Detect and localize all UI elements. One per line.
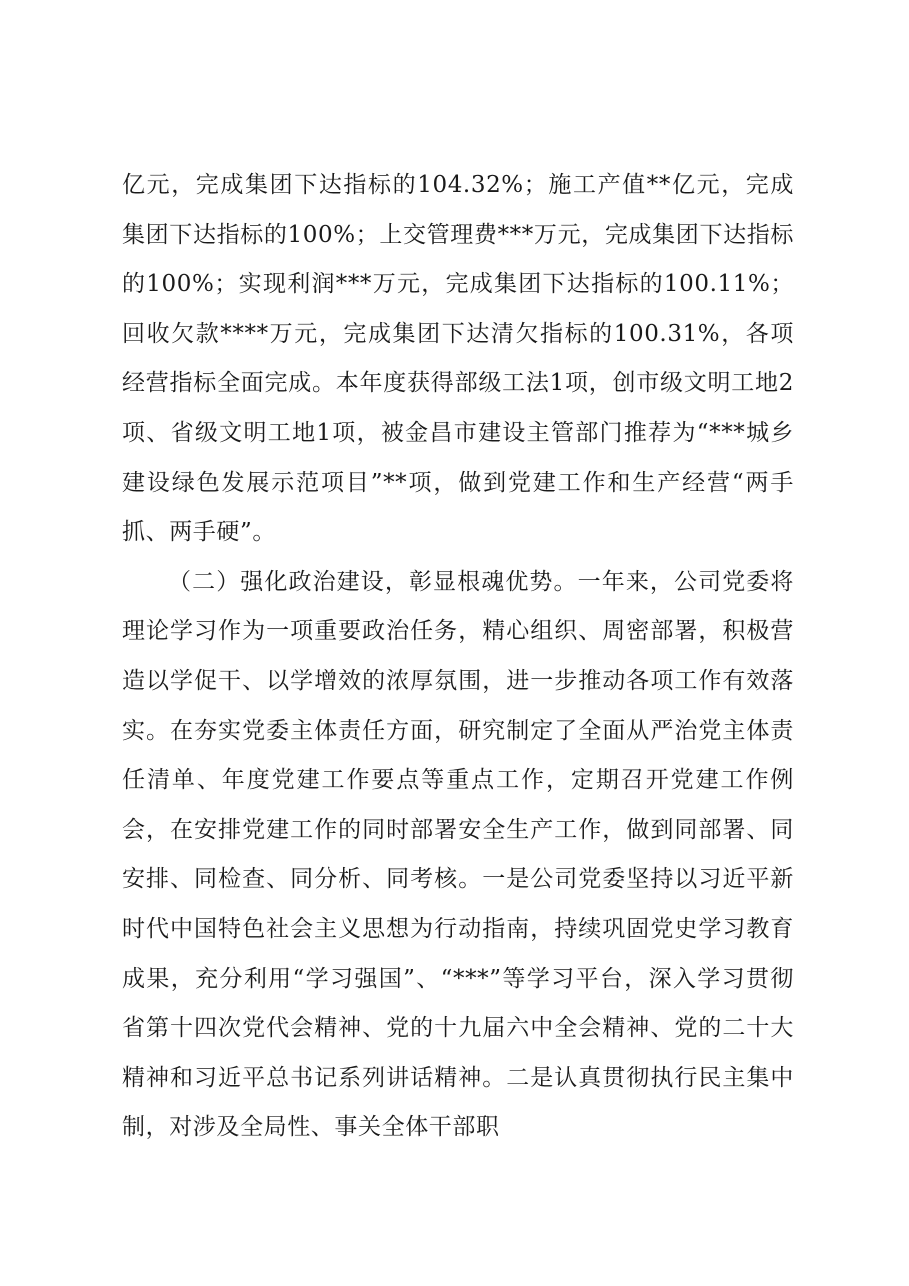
paragraph-political-construction: （二）强化政治建设，彰显根魂优势。一年来，公司党委将理论学习作为一项重要政治任务，精心组织、周密部署，积极营造以学促干、以学增效的浓厚氛围，进一步推动各项工作有效落实。在夯实党委主体责任方面，研究制定了全面从严治党主体责任清单、年度党建工作要点等重点工作，定期召开党建工作例会，在安排党建工作的同时部署安全生产工作，做到同部署、同安排、同检查、同分析、同考核。一是公司党委坚持以习近平新时代中国特色社会主义思想为行动指南，持续巩固党史学习教育成果，充分利用“学习强国”、“***”等学习平台，深入学习贯彻省第十四次党代会精神、党的十九届六中全会精神、党的二十大精神和习近平总书记系列讲话精神。二是认真贯彻执行民主集中制，对涉及全局性、事关全体干部职 — [122, 568, 794, 1141]
body-text — [122, 161, 794, 1153]
paragraph-business-results: 亿元，完成集团下达指标的104.32%；施工产值**亿元，完成集团下达指标的100%；上交管理费***万元，完成集团下达指标的100%；实现利润***万元，完成集团下达指标的100.11%；回收欠款****万元，完成集团下达清欠指标的100.31%，各项经营指标全面完成。本年度获得部级工法1项，创市级文明工地2项、省级文明工地1项，被金昌市建设主管部门推荐为“***城乡建设绿色发展示范项目”**项，做到党建工作和生产经营“两手抓、两手硬”。 — [122, 172, 794, 546]
